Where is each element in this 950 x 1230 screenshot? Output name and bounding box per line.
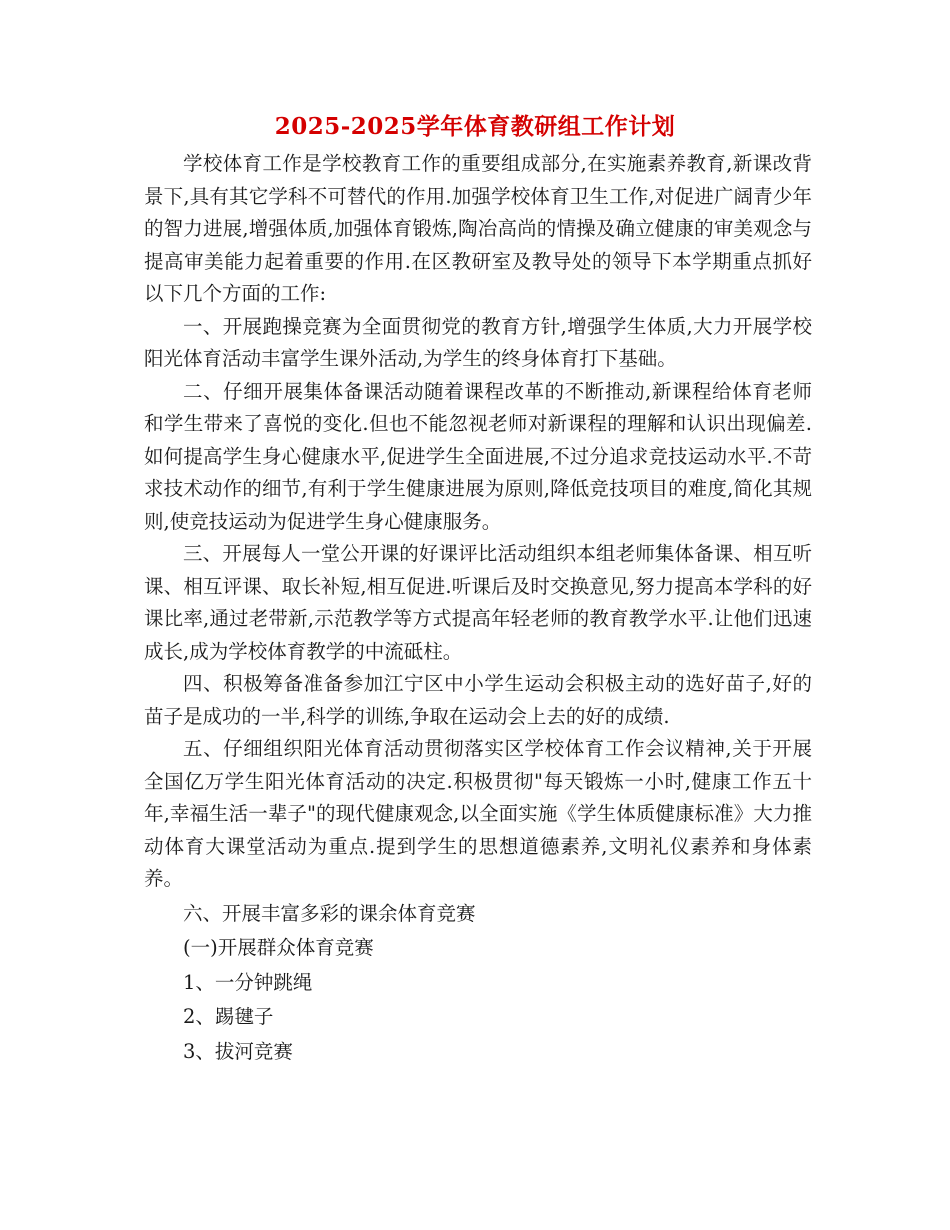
section-1-paragraph: 一、开展跑操竞赛为全面贯彻党的教育方针,增强学生体质,大力开展学校阳光体育活动丰富学生课外活动,为学生的终身体育打下基础。 [144, 314, 812, 370]
section-5-paragraph: 五、仔细组织阳光体育活动贯彻落实区学校体育工作会议精神,关于开展全国亿万学生阳光体育活动的决定.积极贯彻"每天锻炼一小时,健康工作五十年,幸福生活一辈子"的现代健康观念,以全面实施《学生体质健康标准》大力推动体育大课堂活动为重点.提到学生的思想道德素养,文明礼仪素养和身体素养。 [144, 737, 812, 890]
document-title: 2025-2025学年体育教研组工作计划 [274, 113, 676, 140]
intro-paragraph: 学校体育工作是学校教育工作的重要组成部分,在实施素养教育,新课改背景下,具有其它学科不可替代的作用.加强学校体育卫生工作,对促进广阔青少年的智力进展,增强体质,加强体育锻炼,陶冶高尚的情操及确立健康的审美观念与提高审美能力起着重要的作用.在区教研室及教导处的领导下本学期重点抓好以下几个方面的工作: [144, 152, 812, 305]
list-item: 2、踢毽子 [183, 1005, 274, 1028]
list-item: 3、拔河竞赛 [183, 1039, 293, 1063]
section-4-paragraph: 四、积极筹备准备参加江宁区中小学生运动会积极主动的选好苗子,好的苗子是成功的一半,科学的训练,争取在运动会上去的好的成绩. [144, 672, 812, 728]
section-2-paragraph: 二、仔细开展集体备课活动随着课程改革的不断推动,新课程给体育老师和学生带来了喜悦的变化.但也不能忽视老师对新课程的理解和认识出现偏差.如何提高学生身心健康水平,促进学生全面进展,不过分追求竞技运动水平.不苛求技术动作的细节,有利于学生健康进展为原则,降低竞技项目的难度,简化其规则,使竞技运动为促进学生身心健康服务。 [144, 379, 812, 533]
list-item: 1、一分钟跳绳 [183, 970, 313, 994]
subsection-heading: (一)开展群众体育竞赛 [183, 936, 374, 959]
document-body [144, 148, 812, 1068]
section-6-heading: 六、开展丰富多彩的课余体育竞赛 [183, 901, 476, 925]
section-3-paragraph: 三、开展每人一堂公开课的好课评比活动组织本组老师集体备课、相互听课、相互评课、取长补短,相互促进.听课后及时交换意见,努力提高本学科的好课比率,通过老带新,示范教学等方式提高年轻老师的教育教学水平.让他们迅速成长,成为学校体育教学的中流砥柱。 [144, 542, 812, 663]
